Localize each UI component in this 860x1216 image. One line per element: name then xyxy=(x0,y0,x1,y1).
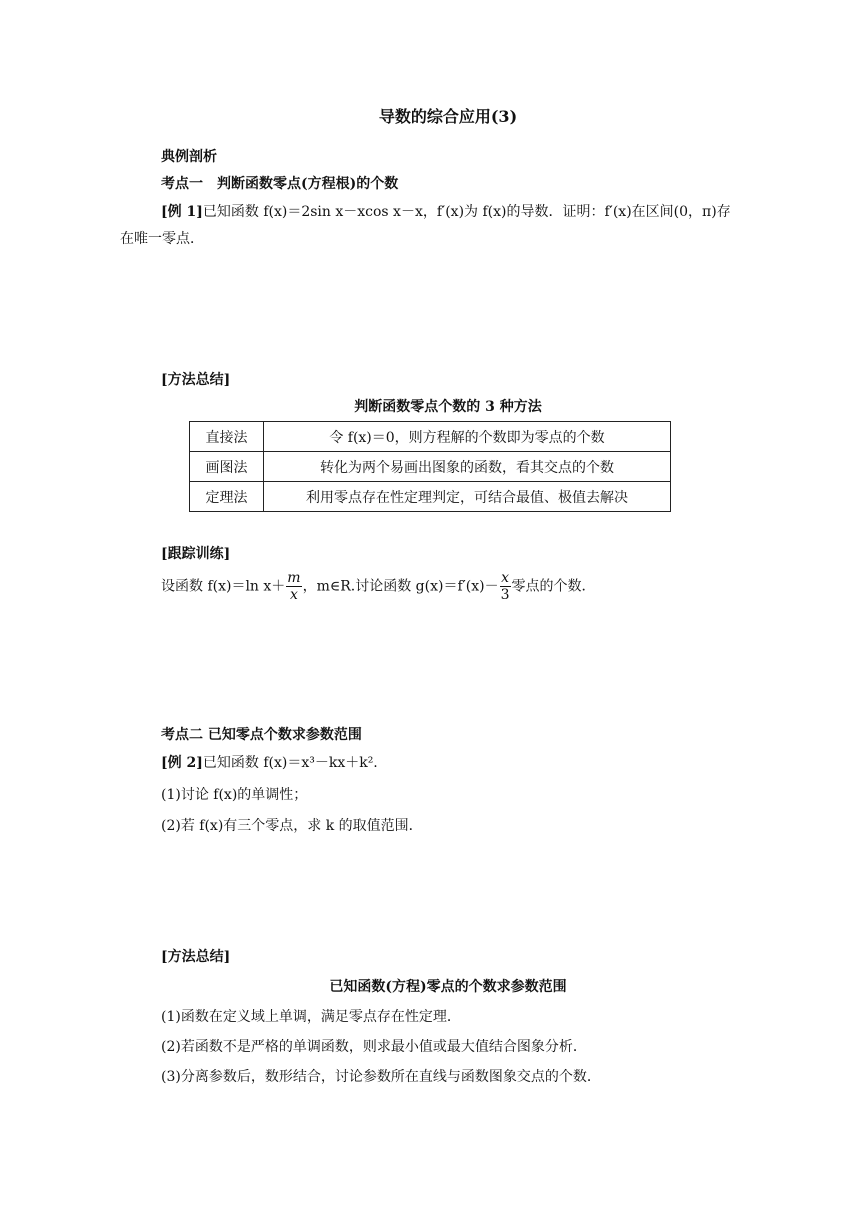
summary-item: (3)分离参数后，数形结合，讨论参数所在直线与函数图象交点的个数． xyxy=(161,1069,601,1085)
method-summary-2-label: [方法总结] xyxy=(161,949,231,965)
fraction-numerator: m xyxy=(287,570,301,586)
fraction-x-over-3 xyxy=(500,570,511,603)
method-summary-2-title: 已知函数(方程)零点的个数求参数范围 xyxy=(329,979,567,995)
example1-paragraph xyxy=(120,199,732,253)
method-description: 转化为两个易画出图象的函数，看其交点的个数 xyxy=(264,452,671,482)
fraction-numerator: x xyxy=(501,570,510,586)
fraction-denominator: 3 xyxy=(500,587,510,603)
method-description: 令 f(x)＝0，则方程解的个数即为零点的个数 xyxy=(264,422,671,452)
kaodian1-heading: 考点一 判断函数零点(方程根)的个数 xyxy=(161,176,399,192)
method-description: 利用零点存在性定理判定，可结合最值、极值去解决 xyxy=(264,482,671,512)
table-row xyxy=(190,422,671,452)
training-text xyxy=(161,570,596,603)
table-row xyxy=(190,482,671,512)
section-heading: 典例剖析 xyxy=(161,149,217,165)
example2-part1: (1)讨论 f(x)的单调性； xyxy=(161,787,308,803)
method-table-title: 判断函数零点个数的 3 种方法 xyxy=(354,399,542,415)
example1-label: [例 1] xyxy=(161,204,203,220)
method-summary-1-label: [方法总结] xyxy=(161,372,231,388)
training-text-b: ，m∈R.讨论函数 g(x)＝f′(x)－ xyxy=(302,578,499,595)
page-title: 导数的综合应用(3) xyxy=(378,107,518,126)
kaodian2-heading: 考点二 已知零点个数求参数范围 xyxy=(161,727,362,743)
example2-label: [例 2] xyxy=(161,755,203,771)
table-row xyxy=(190,452,671,482)
training-text-c: 零点的个数． xyxy=(511,578,596,595)
method-name: 定理法 xyxy=(190,482,264,512)
example1-text: 已知函数 f(x)＝2sin x－xcos x－x，f′(x)为 f(x)的导数．证明：f′(x)在区间(0，π)存在唯一零点． xyxy=(120,204,731,247)
summary-item: (1)函数在定义域上单调，满足零点存在性定理． xyxy=(161,1009,461,1025)
fraction-m-over-x xyxy=(286,570,301,603)
method-name: 画图法 xyxy=(190,452,264,482)
summary-item: (2)若函数不是严格的单调函数，则求最小值或最大值结合图象分析． xyxy=(161,1039,587,1055)
training-label: [跟踪训练] xyxy=(161,546,231,562)
example2-line xyxy=(161,752,378,772)
method-table xyxy=(189,421,671,512)
training-text-a: 设函数 f(x)＝ln x＋ xyxy=(161,578,286,595)
method-name: 直接法 xyxy=(190,422,264,452)
fraction-denominator: x xyxy=(289,587,298,603)
example2-text: 已知函数 f(x)＝x³－kx＋k². xyxy=(202,755,378,771)
example2-part2: (2)若 f(x)有三个零点，求 k 的取值范围． xyxy=(161,818,423,834)
